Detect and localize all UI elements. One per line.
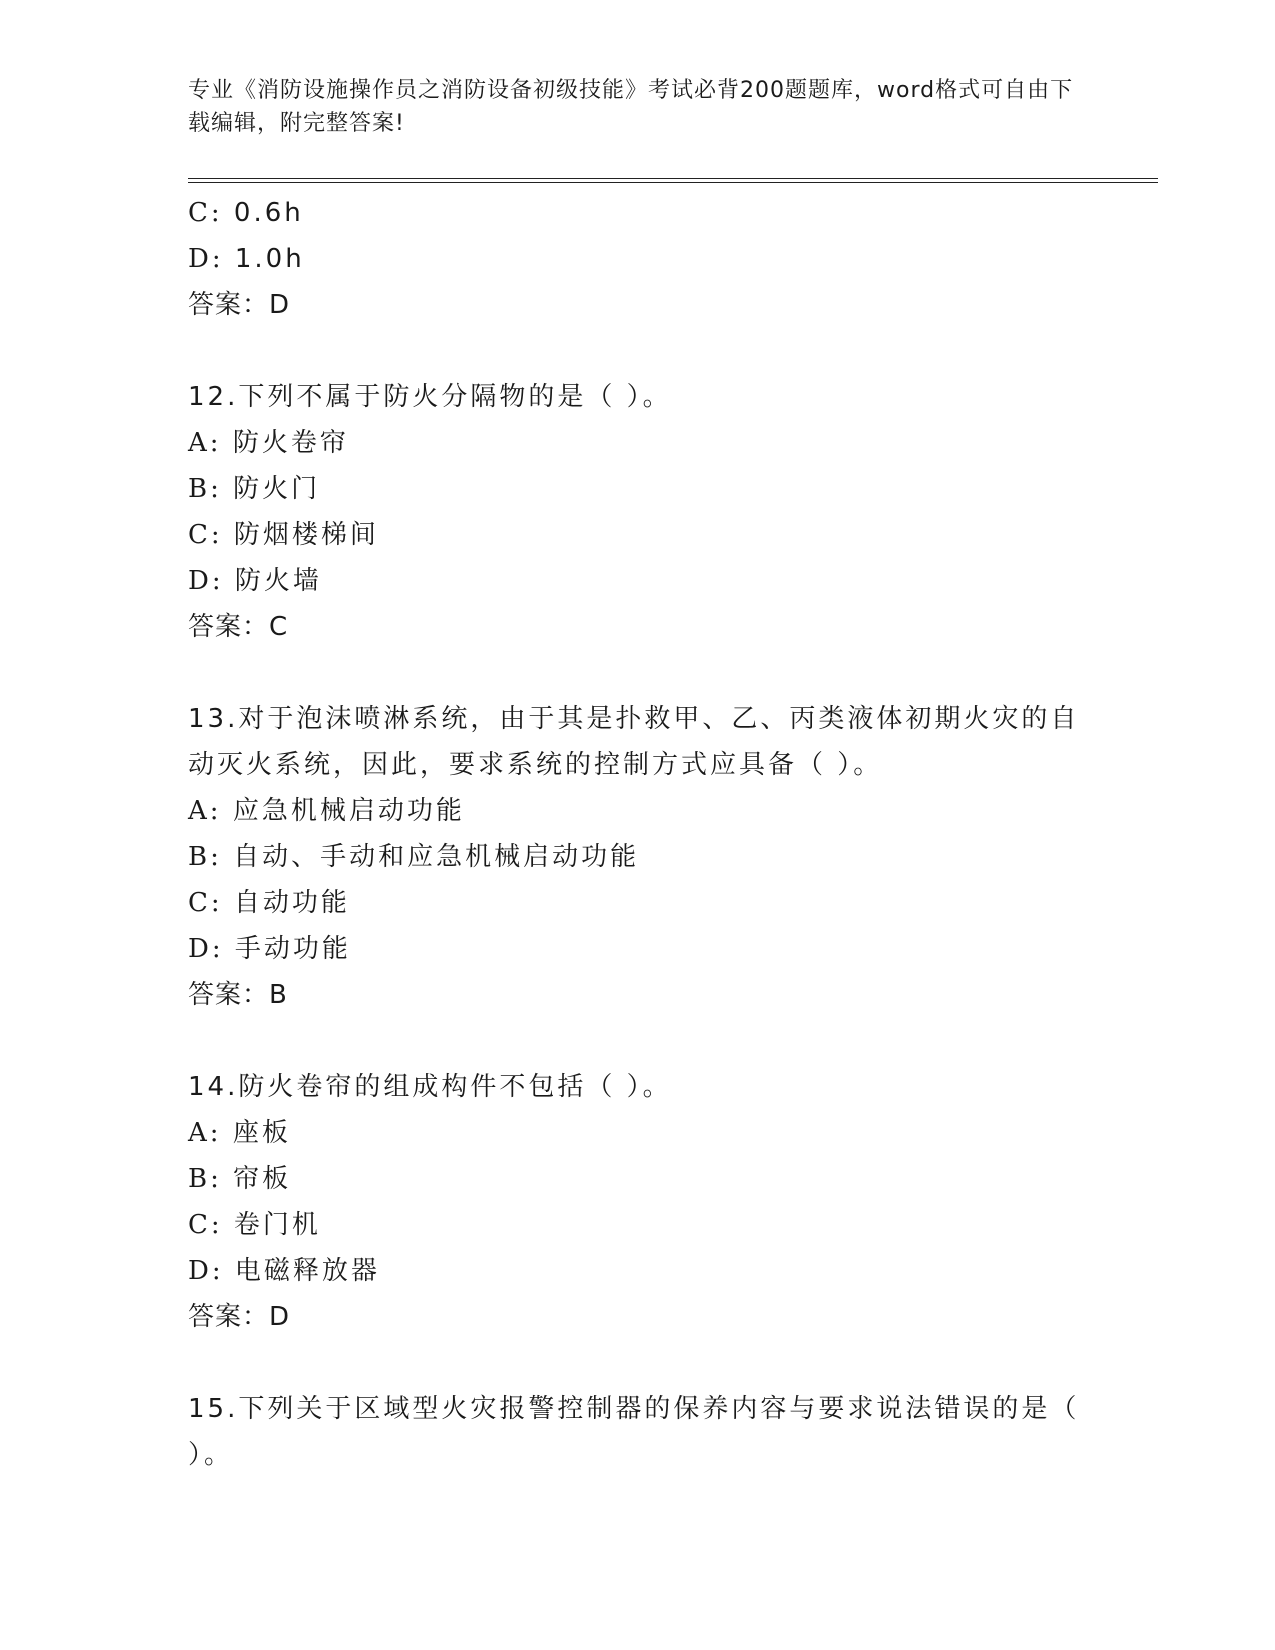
question-list [188, 190, 1088, 1478]
option-b: B: 防火门 [188, 474, 321, 504]
question-stem: 14.防火卷帘的组成构件不包括（ ）。 [188, 1072, 672, 1102]
option-a: A: 座板 [188, 1118, 291, 1148]
option-c: C: 0.6h [188, 198, 304, 228]
option-c: C: 卷门机 [188, 1210, 321, 1240]
option-b: B: 帘板 [188, 1164, 292, 1194]
question-stem: 13.对于泡沫喷淋系统，由于其是扑救甲、乙、丙类液体初期火灾的自动灭火系统，因此，要求系统的控制方式应具备（ ）。 [188, 704, 1080, 780]
document-header: 专业《消防设施操作员之消防设备初级技能》考试必背200题题库，word格式可自由下载编辑，附完整答案! [188, 78, 1074, 136]
answer: 答案：C [188, 612, 289, 642]
option-b: B: 自动、手动和应急机械启动功能 [188, 842, 640, 872]
answer: 答案：D [188, 290, 291, 320]
option-d: D: 电磁释放器 [188, 1256, 380, 1286]
option-d: D: 1.0h [188, 244, 305, 274]
option-d: D: 手动功能 [188, 934, 351, 964]
option-c: C: 自动功能 [188, 888, 350, 918]
header-rule-top [188, 178, 1158, 179]
option-a: A: 防火卷帘 [188, 428, 349, 458]
question-stem: 12.下列不属于防火分隔物的是（ ）。 [188, 382, 672, 412]
answer: 答案：D [188, 1302, 291, 1332]
option-a: A: 应急机械启动功能 [188, 796, 465, 826]
header-rule-bottom [188, 182, 1158, 183]
option-c: C: 防烟楼梯间 [188, 520, 379, 550]
question-stem: 15.下列关于区域型火灾报警控制器的保养内容与要求说法错误的是（ ）。 [188, 1394, 1080, 1470]
option-d: D: 防火墙 [188, 566, 322, 596]
answer: 答案：B [188, 980, 288, 1010]
